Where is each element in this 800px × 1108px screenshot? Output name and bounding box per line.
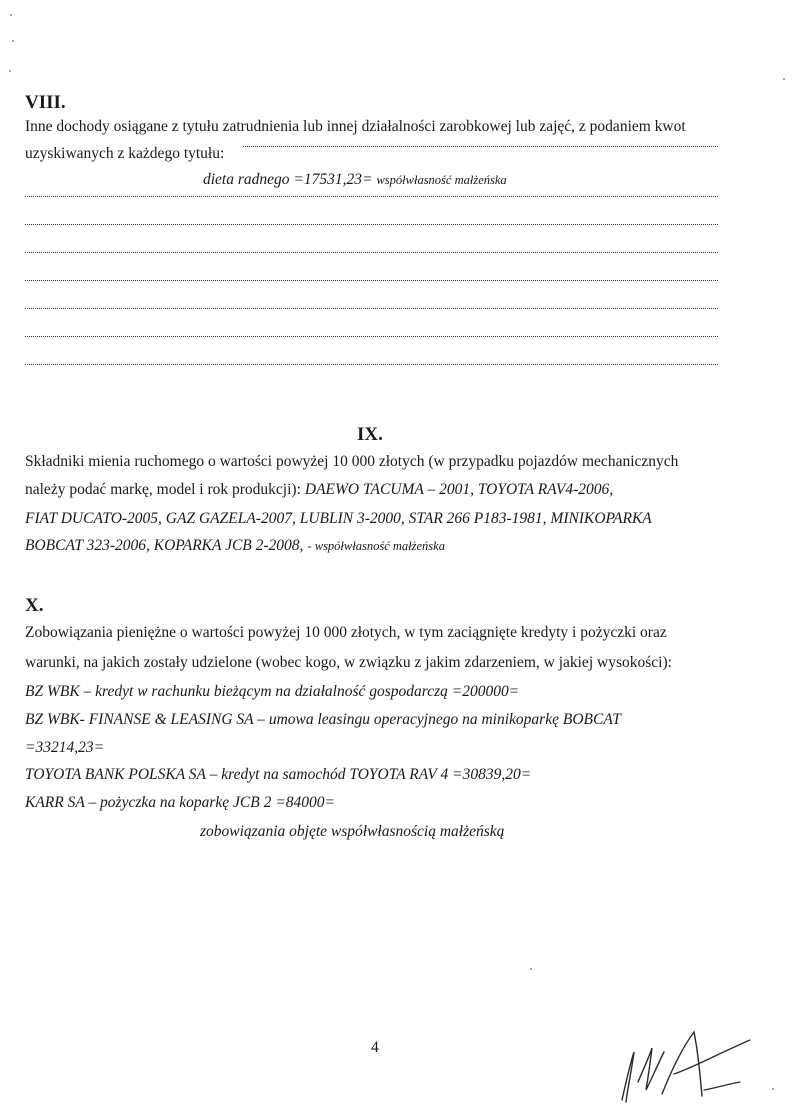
scan-speck: [530, 968, 532, 970]
section-viii-answer-note: współwłasność małżeńska: [376, 173, 507, 187]
section-ix-line4: [25, 537, 445, 555]
signature-image: [612, 1012, 762, 1108]
dotted-line: [243, 146, 718, 147]
section-ix-line1: Składniki mienia ruchomego o wartości powyżej 10 000 złotych (w przypadku pojazdów mechanicznych: [25, 453, 679, 470]
dotted-line: [25, 280, 718, 281]
scan-speck: [783, 78, 785, 80]
dotted-line: [25, 224, 718, 225]
section-x-entry: BZ WBK- FINANSE & LEASING SA – umowa leasingu operacyjnego na minikoparkę BOBCAT: [25, 711, 621, 728]
section-x-note: zobowiązania objęte współwłasnością małżeńską: [200, 823, 505, 840]
scan-speck: [9, 70, 11, 72]
dotted-line: [25, 364, 718, 365]
section-ix-line4-answer: BOBCAT 323-2006, KOPARKA JCB 2-2008,: [25, 537, 304, 554]
section-x-entry: BZ WBK – kredyt w rachunku bieżącym na działalność gospodarczą =200000=: [25, 683, 520, 700]
section-ix-title: IX.: [357, 424, 383, 445]
section-ix-line2-answer: DAEWO TACUMA – 2001, TOYOTA RAV4-2006,: [304, 481, 614, 498]
section-x-line2: warunki, na jakich zostały udzielone (wobec kogo, w związku z jakim zdarzeniem, w jakiej wysokości):: [25, 654, 672, 671]
section-viii-line1: Inne dochody osiągane z tytułu zatrudnienia lub innej działalności zarobkowej lub zajęć, z podaniem kwot: [25, 118, 686, 135]
section-x-entry: KARR SA – pożyczka na koparkę JCB 2 =84000=: [25, 794, 335, 811]
dotted-line: [25, 308, 718, 309]
section-ix-line4-note: - współwłasność małżeńska: [307, 539, 445, 553]
scan-speck: [12, 40, 14, 42]
scan-speck: [10, 14, 12, 16]
section-x-entry: TOYOTA BANK POLSKA SA – kredyt na samochód TOYOTA RAV 4 =30839,20=: [25, 766, 532, 783]
section-ix-line2: [25, 481, 613, 499]
section-viii-line2: uzyskiwanych z każdego tytułu:: [25, 145, 225, 162]
section-ix-line2-prefix: należy podać markę, model i rok produkcji):: [25, 481, 301, 498]
section-viii-answer: [203, 171, 507, 189]
section-viii-answer-main: dieta radnego =17531,23=: [203, 171, 373, 188]
dotted-line: [25, 336, 718, 337]
dotted-line: [25, 196, 718, 197]
section-viii-title: VIII.: [25, 92, 66, 113]
section-x-entry: =33214,23=: [25, 739, 105, 756]
section-x-title: X.: [25, 595, 44, 616]
scan-speck: [772, 1088, 774, 1090]
section-x-line1: Zobowiązania pieniężne o wartości powyżej 10 000 złotych, w tym zaciągnięte kredyty i pożyczki oraz: [25, 624, 667, 641]
dotted-line: [25, 252, 718, 253]
page-number: 4: [371, 1039, 379, 1056]
section-ix-line3: FIAT DUCATO-2005, GAZ GAZELA-2007, LUBLIN 3-2000, STAR 266 P183-1981, MINIKOPARKA: [25, 510, 652, 527]
